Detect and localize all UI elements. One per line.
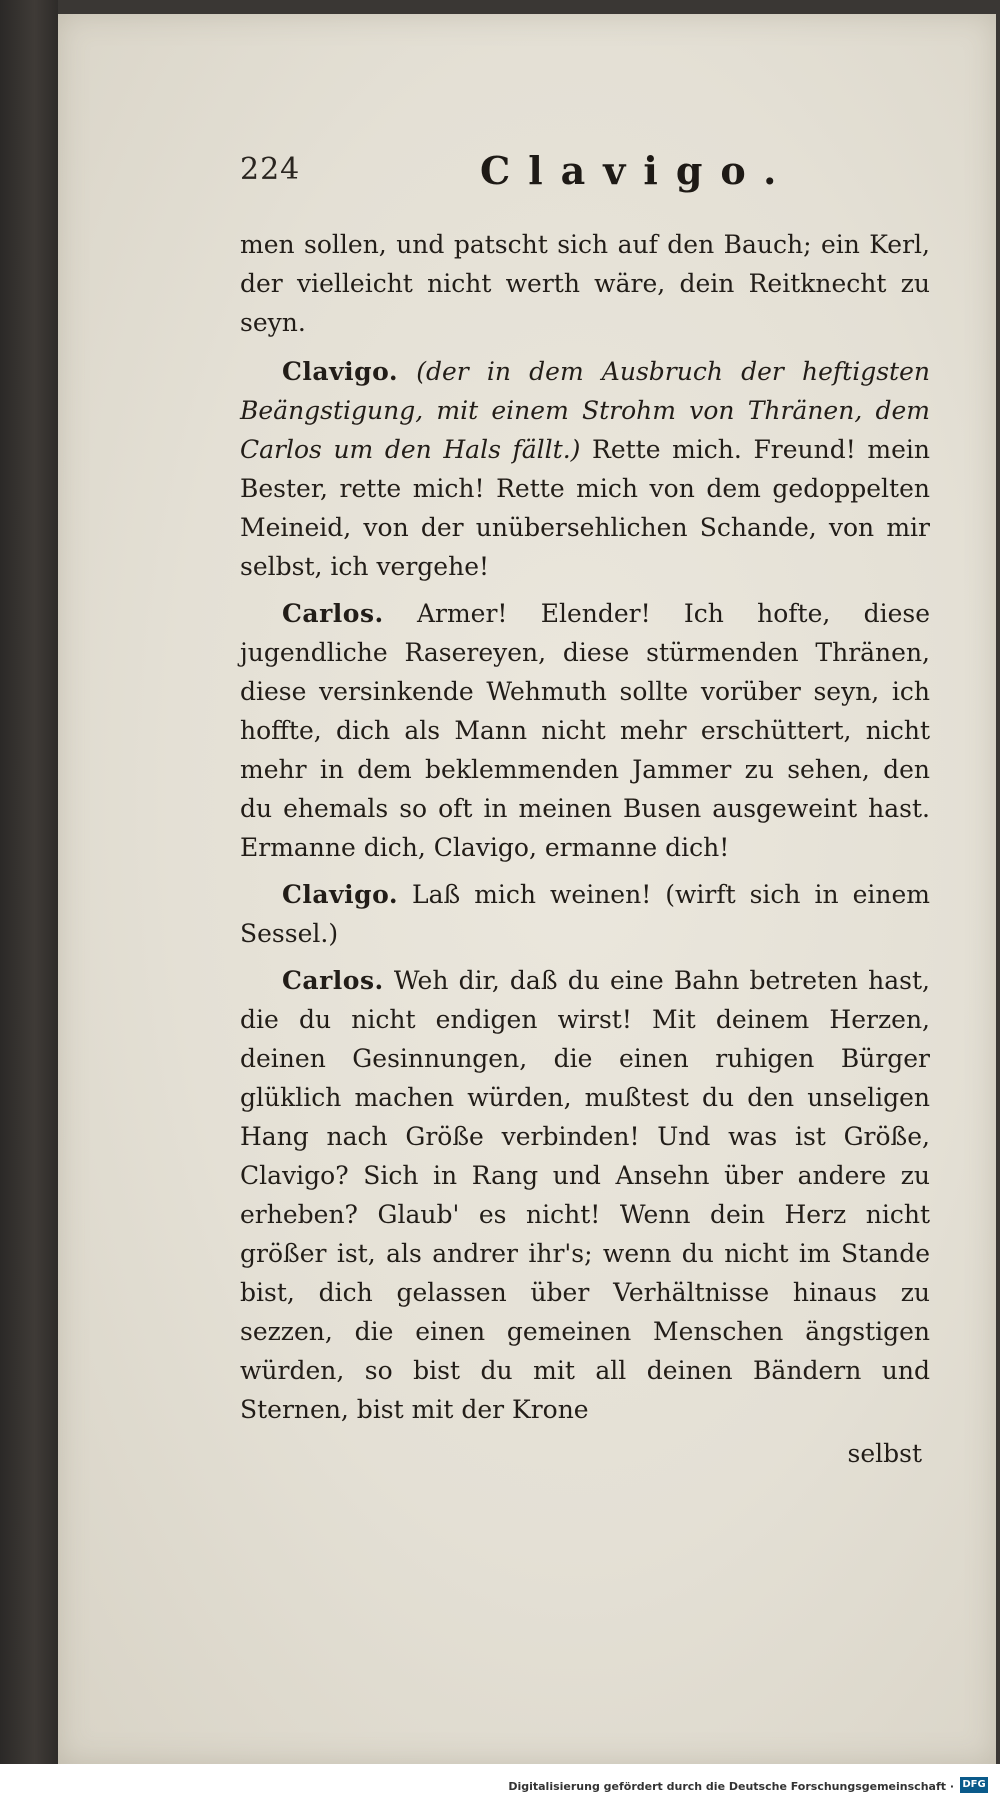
paragraph-carlos xyxy=(240,961,930,1429)
paragraph-text: men sollen, und patscht sich auf den Bauch; ein Kerl, der vielleicht nicht werth wäre, dein Reitknecht zu seyn. xyxy=(240,230,930,337)
running-title: Clavigo. xyxy=(480,148,795,193)
page-number: 224 xyxy=(240,152,301,187)
speaker-name: Clavigo. xyxy=(282,357,399,386)
speaker-name: Clavigo. xyxy=(282,880,399,909)
paragraph-continuation xyxy=(240,225,930,342)
paragraph-clavigo xyxy=(240,352,930,586)
paragraph-text: Laß mich weinen! (wirft sich in einem Sessel.) xyxy=(240,880,930,948)
running-head xyxy=(240,148,930,208)
paragraph-text: Armer! Elender! Ich hofte, diese jugendliche Rasereyen, diese stürmenden Thränen, diese versinkende Wehmuth sollte vorüber seyn, ich hoffte, dich als Mann nicht mehr erschüttert, nicht mehr in dem beklemmenden Jammer zu sehen, den du ehemals so oft in meinen Busen ausgeweint hast. Ermanne dich, Clavigo, ermanne dich! xyxy=(240,599,930,862)
speaker-name: Carlos. xyxy=(282,599,384,628)
stage-direction: (der in dem Ausbruch der heftigsten Beängstigung, mit einem Strohm von Thränen, dem Carlos um den Hals fällt.) xyxy=(240,357,930,464)
body-text xyxy=(240,225,930,1471)
paragraph-carlos xyxy=(240,594,930,867)
paragraph-text: Rette mich. Freund! mein Bester, rette mich! Rette mich von dem gedoppelten Meineid, von der unübersehlichen Schande, von mir selbst, ich vergehe! xyxy=(240,435,930,581)
funding-credit: Digitalisierung gefördert durch die Deutsche Forschungsgemeinschaft · xyxy=(508,1780,954,1793)
paragraph-clavigo xyxy=(240,875,930,953)
paragraph-text: Weh dir, daß du eine Bahn betreten hast, die du nicht endigen wirst! Mit deinem Herzen, deinen Gesinnungen, die einen ruhigen Bürger glüklich machen würden, mußtest du den unseligen Hang nach Größe verbinden! Und was ist Größe, Clavigo? Sich in Rang und Ansehn über andere zu erheben? Glaub' es nicht! Wenn dein Herz nicht größer ist, als andrer ihr's; wenn du nicht im Stande bist, dich gelassen über Verhältnisse hinaus zu sezzen, die einen gemeinen Menschen ängstigen würden, so bist du mit all deinen Bändern und Sternen, bist mit der Krone xyxy=(240,966,930,1424)
speaker-name: Carlos. xyxy=(282,966,384,995)
dfg-logo: DFG xyxy=(960,1777,988,1793)
book-spine-edge xyxy=(0,0,58,1802)
catchword: selbst xyxy=(847,1439,922,1468)
